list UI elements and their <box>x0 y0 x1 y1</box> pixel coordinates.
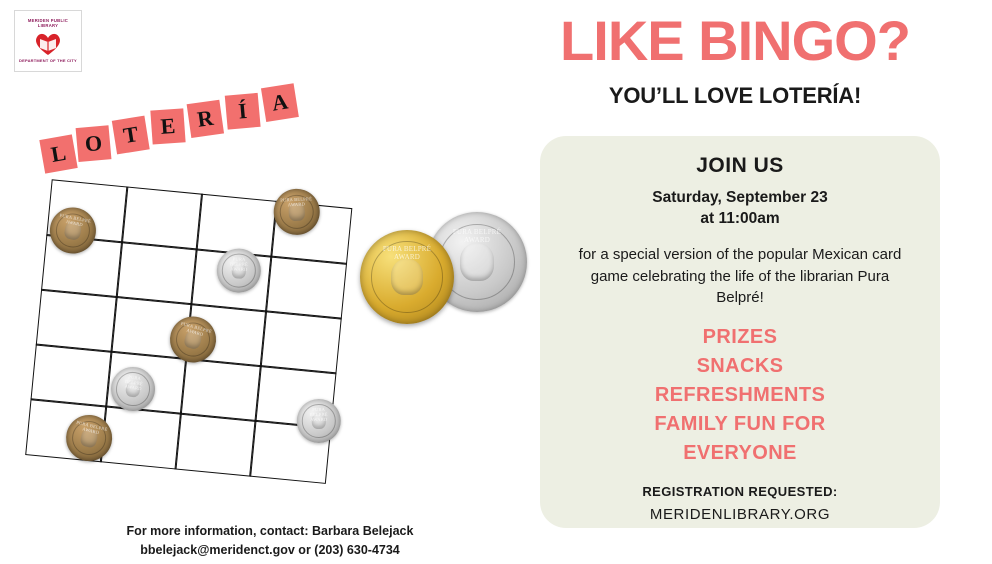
join-us-heading: JOIN US <box>696 154 784 177</box>
registration-url[interactable]: MERIDENLIBRARY.ORG <box>649 506 831 524</box>
perk-item: FAMILY FUN FOR <box>654 413 826 436</box>
perk-item: REFRESHMENTS <box>654 384 826 407</box>
coin-inner <box>371 241 442 312</box>
coin-figure <box>460 243 494 281</box>
headline-block <box>500 9 970 109</box>
event-description: for a special version of the popular Mexican card game celebrating the life of the librarian Pura Belpré! <box>578 245 902 307</box>
coin-label: PURA BELPRÉ AWARD <box>309 406 328 422</box>
event-info-card <box>540 136 940 528</box>
registration-label: REGISTRATION REQUESTED: <box>642 484 838 500</box>
loteria-tile: E <box>150 108 185 144</box>
coin-inner <box>52 210 93 251</box>
coin-inner <box>68 417 110 459</box>
headline-title: LIKE BINGO? <box>560 9 910 72</box>
medal-label: PURA BELPRÉ AWARD <box>452 227 502 244</box>
board-cell <box>31 344 112 407</box>
loteria-tile: Í <box>225 93 261 130</box>
event-time: at 11:00am <box>700 209 780 227</box>
coin-label: PURA BELPRÉ AWARD <box>280 196 313 208</box>
board-cell <box>175 413 256 476</box>
coin-inner <box>222 253 256 287</box>
event-date: Saturday, September 23 <box>652 189 828 206</box>
perk-item: PRIZES <box>702 326 778 349</box>
headline-subtitle: YOU’LL LOVE LOTERÍA! <box>608 82 862 108</box>
logo-bottom-text: DEPARTMENT OF THE CITY <box>19 57 77 63</box>
coin-label: PURA BELPRÉ AWARD <box>124 373 144 391</box>
perk-item: SNACKS <box>696 355 784 378</box>
footer-line-2: bbelejack@meridenct.gov or (203) 630-4734 <box>140 542 400 557</box>
loteria-tile: O <box>76 125 112 162</box>
loteria-word <box>37 83 322 177</box>
library-logo <box>14 10 82 72</box>
loteria-tile: L <box>39 134 77 173</box>
perk-item: EVERYONE <box>683 442 797 465</box>
footer-contact <box>60 522 480 560</box>
loteria-tile: T <box>112 116 150 155</box>
logo-heart-book-icon <box>33 30 63 57</box>
board-cell <box>100 406 181 469</box>
board-cell <box>180 358 261 421</box>
board-cell <box>116 242 197 305</box>
coin-inner <box>172 318 215 361</box>
coin-label: PURA BELPRÉ AWARD <box>229 255 249 272</box>
board-cell <box>265 256 346 319</box>
medal-label: PURA BELPRÉ AWARD <box>382 245 432 262</box>
logo-top-text: MERIDEN PUBLIC LIBRARY <box>27 18 69 28</box>
coin-figure <box>391 259 423 295</box>
board-cell <box>121 187 202 250</box>
loteria-tile: R <box>187 100 224 138</box>
coin-label: PURA BELPRÉ AWARD <box>75 419 109 435</box>
perks-list <box>566 323 914 468</box>
board-cell <box>260 311 341 374</box>
coin-inner <box>279 194 315 230</box>
footer-line-1: For more information, contact: Barbara Belejack <box>126 524 414 538</box>
coin-inner <box>302 404 336 438</box>
coin-label: PURA BELPRÉ AWARD <box>180 320 213 337</box>
loteria-tile: A <box>261 83 299 122</box>
board-cell <box>36 289 117 352</box>
coin-label: PURA BELPRÉ AWARD <box>59 212 92 228</box>
board-marker-coin <box>297 399 341 443</box>
loteria-board <box>25 180 371 499</box>
coin-inner <box>114 370 152 408</box>
pura-belpre-gold-medal <box>360 230 454 324</box>
